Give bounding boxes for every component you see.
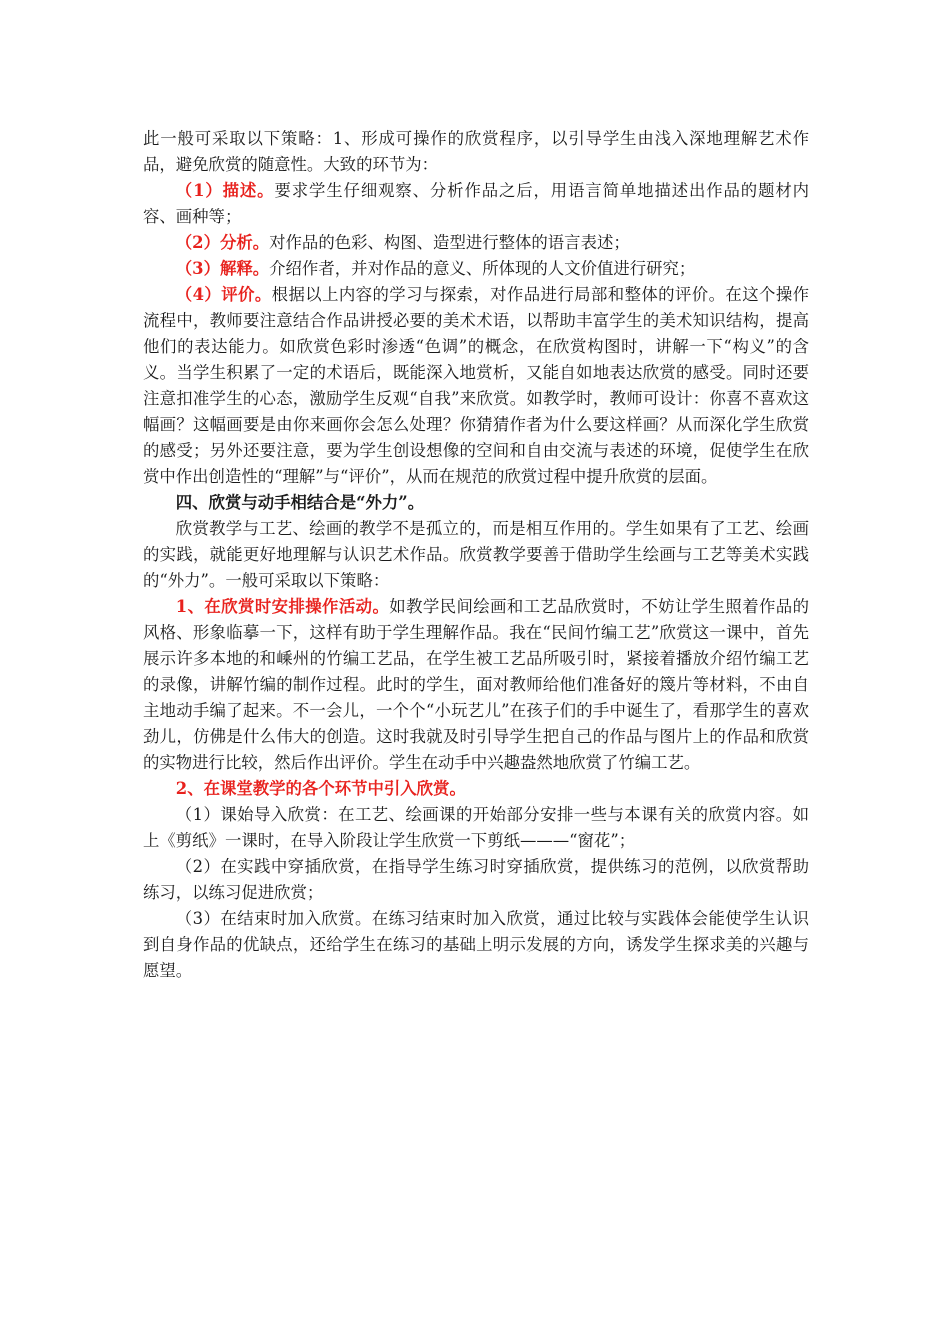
strategy1-label: 1、在欣赏时安排操作活动。 <box>175 597 390 616</box>
sub3-paragraph: （3）在结束时加入欣赏。在练习结束时加入欣赏，通过比较与实践体会能使学生认识到自身作品的优缺点，还给学生在练习的基础上明示发展的方向，诱发学生探求美的兴趣与愿望。 <box>143 909 809 980</box>
sub2-paragraph: （2）在实践中穿插欣赏，在指导学生练习时穿插欣赏，提供练习的范例，以欣赏帮助练习，以练习促进欣赏； <box>143 857 809 902</box>
step-explain-paragraph <box>143 256 809 282</box>
section4-heading: 四、欣赏与动手相结合是“外力”。 <box>175 493 425 512</box>
step-describe-text: 要求学生仔细观察、分析作品之后，用语言简单地描述出作品的题材内容、画种等； <box>143 181 810 226</box>
step-evaluate-paragraph <box>143 282 809 490</box>
sub1-paragraph: （1）课始导入欣赏：在工艺、绘画课的开始部分安排一些与本课有关的欣赏内容。如上《剪纸》一课时，在导入阶段让学生欣赏一下剪纸———“窗花”； <box>143 805 809 850</box>
intro-paragraph: 此一般可采取以下策略：1、形成可操作的欣赏程序，以引导学生由浅入深地理解艺术作品，避免欣赏的随意性。大致的环节为： <box>143 129 809 174</box>
strategy1-text: 如教学民间绘画和工艺品欣赏时，不妨让学生照着作品的风格、形象临摹一下，这样有助于学生理解作品。我在“民间竹编工艺”欣赏这一课中，首先展示许多本地的和嵊州的竹编工艺品，在学生被工艺品所吸引时，紧接着播放介绍竹编工艺的录像，讲解竹编的制作过程。此时的学生，面对教师给他们准备好的篾片等材料，不由自主地动手编了起来。不一会儿，一个个“小玩艺儿”在孩子们的手中诞生了，看那学生的喜欢劲儿，仿佛是什么伟大的创造。这时我就及时引导学生把自己的作品与图片上的作品和欣赏的实物进行比较，然后作出评价。学生在动手中兴趣盎然地欣赏了竹编工艺。 <box>143 597 809 772</box>
step-analyze-paragraph <box>143 230 809 256</box>
step-explain-label: （3）解释。 <box>175 259 270 278</box>
document-page <box>143 126 809 984</box>
step-describe-paragraph <box>143 178 809 230</box>
step-describe-label: （1）描述。 <box>175 181 275 200</box>
step-evaluate-text: 根据以上内容的学习与探索，对作品进行局部和整体的评价。在这个操作流程中，教师要注意结合作品讲授必要的美术术语，以帮助丰富学生的美术知识结构，提高他们的表达能力。如欣赏色彩时渗透“色调”的概念，在欣赏构图时，讲解一下“构义”的含义。当学生积累了一定的术语后，既能深入地赏析，又能自如地表达欣赏的感受。同时还要注意扣准学生的心态，激励学生反观“自我”来欣赏。如教学时，教师可设计：你喜不喜欢这幅画？这幅画要是由你来画你会怎么处理？你猜猜作者为什么要这样画？从而深化学生欣赏的感受；另外还要注意，要为学生创设想像的空间和自由交流与表述的环境，促使学生在欣赏中作出创造性的“理解”与“评价”，从而在规范的欣赏过程中提升欣赏的层面。 <box>143 285 810 486</box>
strategy2-heading: 2、在课堂教学的各个环节中引入欣赏。 <box>175 779 466 798</box>
step-analyze-label: （2）分析。 <box>175 233 270 252</box>
step-analyze-text: 对作品的色彩、构图、造型进行整体的语言表述； <box>269 233 630 252</box>
section4-intro-paragraph: 欣赏教学与工艺、绘画的教学不是孤立的，而是相互作用的。学生如果有了工艺、绘画的实践，就能更好地理解与认识艺术作品。欣赏教学要善于借助学生绘画与工艺等美术实践的“外力”。一般可采取以下策略： <box>143 519 809 590</box>
step-explain-text: 介绍作者，并对作品的意义、所体现的人文价值进行研究； <box>269 259 696 278</box>
strategy1-paragraph <box>143 594 809 776</box>
step-evaluate-label: （4）评价。 <box>175 285 272 304</box>
